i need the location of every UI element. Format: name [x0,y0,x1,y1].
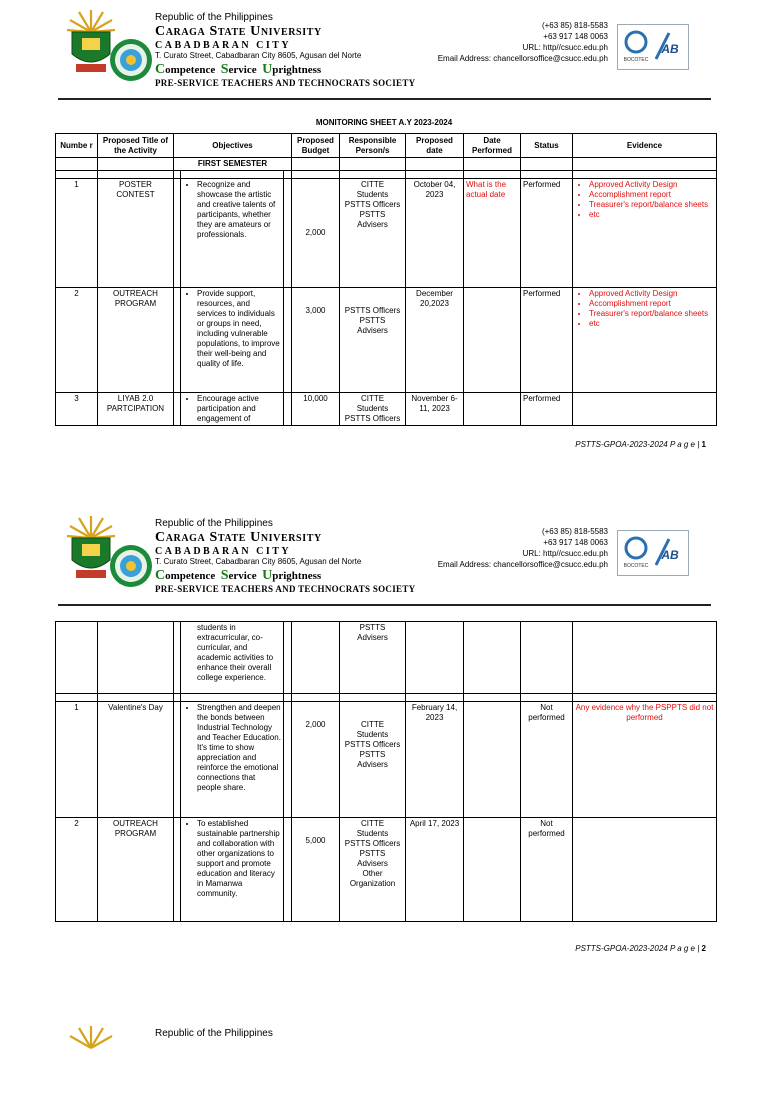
page-1 [0,0,768,480]
row-persons: CITTE Students PSTTS Officers PSTTS Advisers [340,179,406,288]
row-title: POSTER CONTEST [98,179,174,288]
row-status: Performed [521,179,573,288]
row-budget: 3,000 [292,288,340,393]
table-row [56,393,717,426]
row-proposed-date: October 04, 2023 [406,179,464,288]
table-row [56,702,717,818]
republic-line: Republic of the Philippines [155,12,273,23]
row-persons: PSTTS Officers PSTTS Advisers [340,288,406,393]
row-objective: • Provide support, resources, and services to individuals or groups in need, including vulnerable populations, to improve their well-being and quality of life. [181,288,284,393]
row-persons: CITTE Students PSTTS Officers PSTTS Advisers [340,702,406,818]
table-header-row [56,134,717,158]
svg-text:BOCOTEC: BOCOTEC [623,563,649,569]
row-objective: • Strengthen and deepen the bonds between Industrial Technology and Teacher Education. It's time to show appreciation and reinforce the emotional connections that people share. [181,702,284,818]
row-persons: PSTTS Advisers [340,622,406,694]
cabadbaran-seal-icon [109,38,153,82]
header-divider [58,604,711,606]
row-objective: students in extracurricular, co-curricular, and academic activities to enhance their overall college experience. [181,622,284,694]
letterhead [0,506,768,610]
contact-block [438,20,608,64]
semester-row [56,158,717,171]
row-status: Performed [521,393,573,426]
table-row [56,288,717,393]
page-2 [0,506,768,986]
row-date-performed: What is the actual date [464,179,521,288]
letterhead-text [155,518,415,595]
row-title: Valentine's Day [98,702,174,818]
campus-city: CABADBARAN CITY [155,546,292,557]
row-evidence: • Approved Activity Design • Accomplishment report • Treasurer's report/balance sheets • etc [573,179,717,288]
col-date-performed: Date Performed [464,134,521,158]
bocotec-logo-icon [622,535,650,571]
ab-accreditation-logo-icon [654,29,684,65]
row-status: Not performed [521,818,573,922]
header-divider [58,98,711,100]
row-persons: CITTE Students PSTTS Officers [340,393,406,426]
monitoring-table-page-1 [55,133,717,426]
row-number: 3 [56,393,98,426]
col-title: Proposed Title of the Activity [98,134,174,158]
row-status: Not performed [521,702,573,818]
row-evidence: Any evidence why the PSPPTS did not performed [573,702,717,818]
phone-1: (+63 85) 818-5583 [541,527,608,536]
row-proposed-date: November 6-11, 2023 [406,393,464,426]
svg-text:BOCOTEC: BOCOTEC [623,57,649,63]
row-budget: 2,000 [292,179,340,288]
email-line: Email Address: chancellorsoffice@csucc.edu.ph [437,54,608,63]
row-number: 2 [56,288,98,393]
row-date-performed [464,818,521,922]
society-name: PRE-SERVICE TEACHERS AND TECHNOCRATS SOCIETY [155,584,416,594]
row-date-performed [464,702,521,818]
letterhead [0,0,768,104]
svg-text:AB: AB [661,42,679,56]
row-budget: 2,000 [292,702,340,818]
republic-line: Republic of the Philippines [155,518,273,529]
table-row [56,179,717,288]
cabadbaran-seal-icon [109,544,153,588]
col-persons: Responsible Person/s [340,134,406,158]
motto: Competence Service Uprightness [155,568,322,583]
university-address: T. Curato Street, Cabadbaran City 8605, Agusan del Norte [155,51,362,60]
row-evidence [573,818,717,922]
ab-accreditation-logo-icon [654,535,684,571]
letterhead-text [155,12,415,89]
phone-1: (+63 85) 818-5583 [541,21,608,30]
row-objective: • To established sustainable partnership and collaboration with other organizations to support and promote education and literacy in Mamanwa community. [181,818,284,922]
row-evidence [573,393,717,426]
certification-logos [617,24,689,70]
row-proposed-date: April 17, 2023 [406,818,464,922]
letterhead-text [155,1028,273,1040]
motto: Competence Service Uprightness [155,62,322,77]
university-address: T. Curato Street, Cabadbaran City 8605, Agusan del Norte [155,557,362,566]
row-title: OUTREACH PROGRAM [98,288,174,393]
university-name: Caraga State University [155,24,322,39]
row-number: 1 [56,179,98,288]
page-footer: PSTTS-GPOA-2023-2024 P a g e | 1 [575,440,706,449]
row-budget: 10,000 [292,393,340,426]
row-title: LIYAB 2.0 PARTCIPATION [98,393,174,426]
university-name: Caraga State University [155,530,322,545]
row-budget: 5,000 [292,818,340,922]
row-date-performed [464,393,521,426]
row-objective: • Encourage active participation and engagement of [181,393,284,426]
col-status: Status [521,134,573,158]
col-proposed-date: Proposed date [406,134,464,158]
row-number: 1 [56,702,98,818]
campus-city: CABADBARAN CITY [155,40,292,51]
page-3-partial [0,1008,768,1039]
row-evidence: • Approved Activity Design • Accomplishment report • Treasurer's report/balance sheets • etc [573,288,717,393]
sheet-title: MONITORING SHEET A.Y 2023-2024 [315,118,453,127]
republic-line: Republic of the Philippines [155,1028,273,1039]
row-proposed-date: December 20,2023 [406,288,464,393]
society-name: PRE-SERVICE TEACHERS AND TECHNOCRATS SOCIETY [155,78,416,88]
spacer-row [56,171,717,179]
csu-seal-icon [66,1024,116,1092]
row-proposed-date: February 14, 2023 [406,702,464,818]
semester-label: FIRST SEMESTER [174,158,292,171]
row-persons: CITTE Students PSTTS Officers PSTTS Advisers Other Organization [340,818,406,922]
svg-text:AB: AB [661,548,679,562]
row-status: Performed [521,288,573,393]
phone-2: +63 917 148 0063 [543,32,608,41]
page-footer: PSTTS-GPOA-2023-2024 P a g e | 2 [575,944,706,953]
email-line: Email Address: chancellorsoffice@csucc.edu.ph [437,560,608,569]
col-objectives: Objectives [174,134,292,158]
spacer-row [56,694,717,702]
url-line: URL: http//csucc.edu.ph [522,549,608,558]
certification-logos [617,530,689,576]
bocotec-logo-icon [622,29,650,65]
table-row-continued [56,622,717,694]
letterhead [0,1016,768,1120]
phone-2: +63 917 148 0063 [543,538,608,547]
row-date-performed [464,288,521,393]
row-number: 2 [56,818,98,922]
col-budget: Proposed Budget [292,134,340,158]
url-line: URL: http//csucc.edu.ph [522,43,608,52]
monitoring-table-page-2 [55,621,717,922]
table-row [56,818,717,922]
row-objective: • Recognize and showcase the artistic and creative talents of participants, whether they are amateurs or professionals. [181,179,284,288]
col-evidence: Evidence [573,134,717,158]
col-number: Numbe r [56,134,98,158]
contact-block [438,526,608,570]
row-title: OUTREACH PROGRAM [98,818,174,922]
